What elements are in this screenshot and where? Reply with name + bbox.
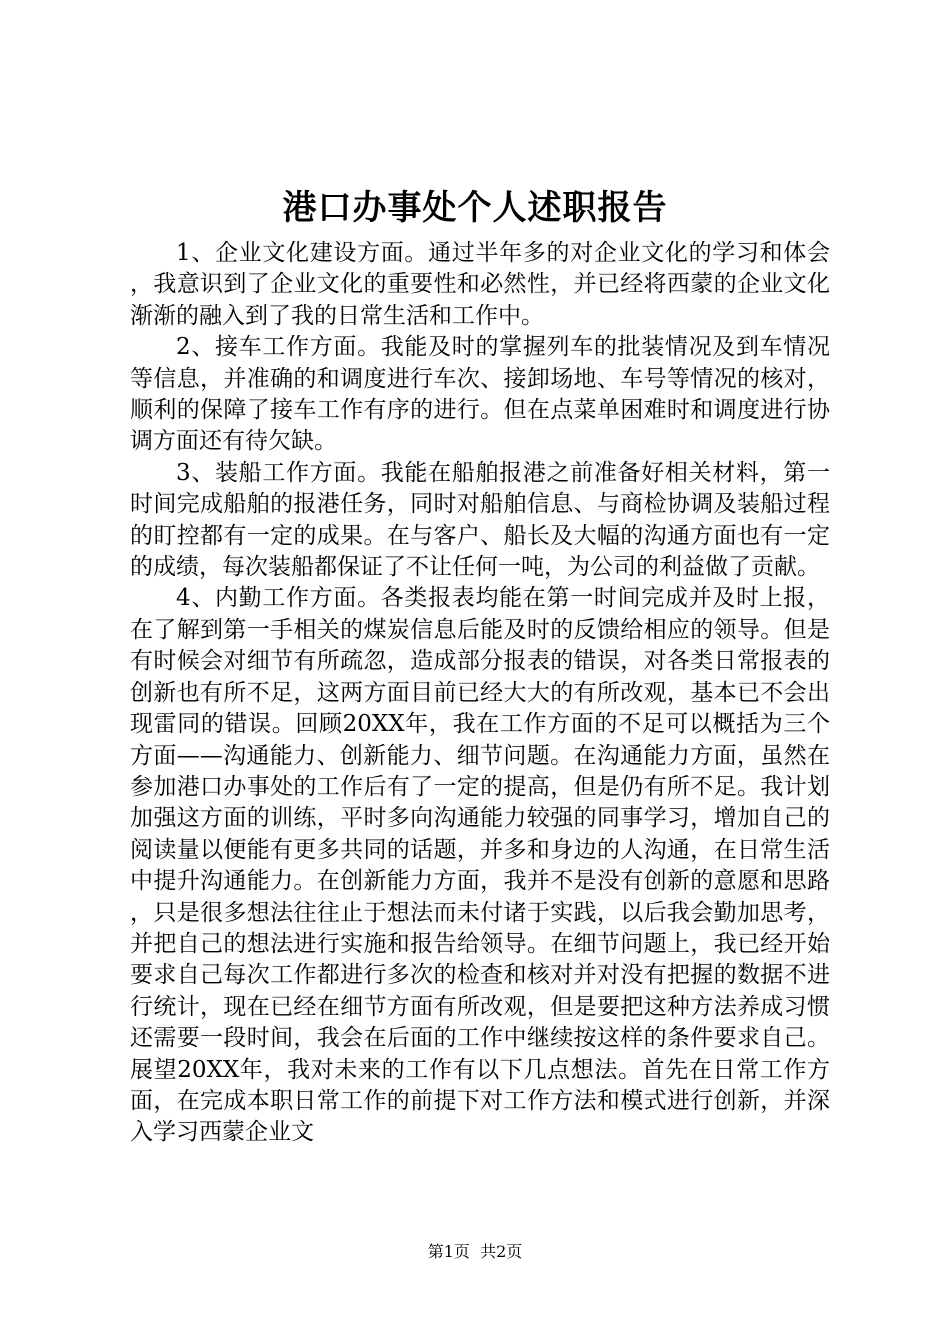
document-title: 港口办事处个人述职报告 (282, 188, 668, 228)
paragraph-1: 1、企业文化建设方面。通过半年多的对企业文化的学习和体会，我意识到了企业文化的重要性和必然性，并已经将西蒙的企业文化渐渐的融入到了我的日常生活和工作中。 (130, 240, 830, 329)
paragraph-4: 4、内勤工作方面。各类报表均能在第一时间完成并及时上报，在了解到第一手相关的煤炭信息后能及时的反馈给相应的领导。但是有时候会对细节有所疏忽，造成部分报表的错误，对各类日常报表的创新也有所不足，这两方面目前已经大大的有所改观，基本已不会出现雷同的错误。回顾20XX年，我在工作方面的不足可以概括为三个方面——沟通能力、创新能力、细节问题。在沟通能力方面，虽然在参加港口办事处的工作后有了一定的提高，但是仍有所不足。我计划加强这方面的训练，平时多向沟通能力较强的同事学习，增加自己的阅读量以便能有更多共同的话题，并多和身边的人沟通，在日常生活中提升沟通能力。在创新能力方面，我并不是没有创新的意愿和思路，只是很多想法往往止于想法而未付诸于实践，以后我会勤加思考，并把自己的想法进行实施和报告给领导。在细节问题上，我已经开始要求自己每次工作都进行多次的检查和核对并对没有把握的数据不进行统计，现在已经在细节方面有所改观，但是要把这种方法养成习惯还需要一段时间，我会在后面的工作中继续按这样的条件要求自己。展望20XX年，我对未来的工作有以下几点想法。首先在日常工作方面，在完成本职日常工作的前提下对工作方法和模式进行创新，并深入学习西蒙企业文 (130, 585, 830, 1146)
page-number: 第1页 (427, 1242, 470, 1261)
document-body (130, 238, 830, 1178)
paragraph-2: 2、接车工作方面。我能及时的掌握列车的批装情况及到车情况等信息，并准确的和调度进行车次、接卸场地、车号等情况的核对，顺利的保障了接车工作有序的进行。但在点菜单困难时和调度进行协调方面还有待欠缺。 (130, 334, 830, 455)
paragraph-3: 3、装船工作方面。我能在船舶报港之前准备好相关材料，第一时间完成船舶的报港任务，同时对船舶信息、与商检协调及装船过程的盯控都有一定的成果。在与客户、船长及大幅的沟通方面也有一定的成绩，每次装船都保证了不让任何一吨，为公司的利益做了贡献。 (130, 459, 830, 581)
page-footer (0, 1240, 950, 1264)
footer-spacer (470, 1242, 480, 1261)
page-total: 共2页 (480, 1242, 523, 1261)
